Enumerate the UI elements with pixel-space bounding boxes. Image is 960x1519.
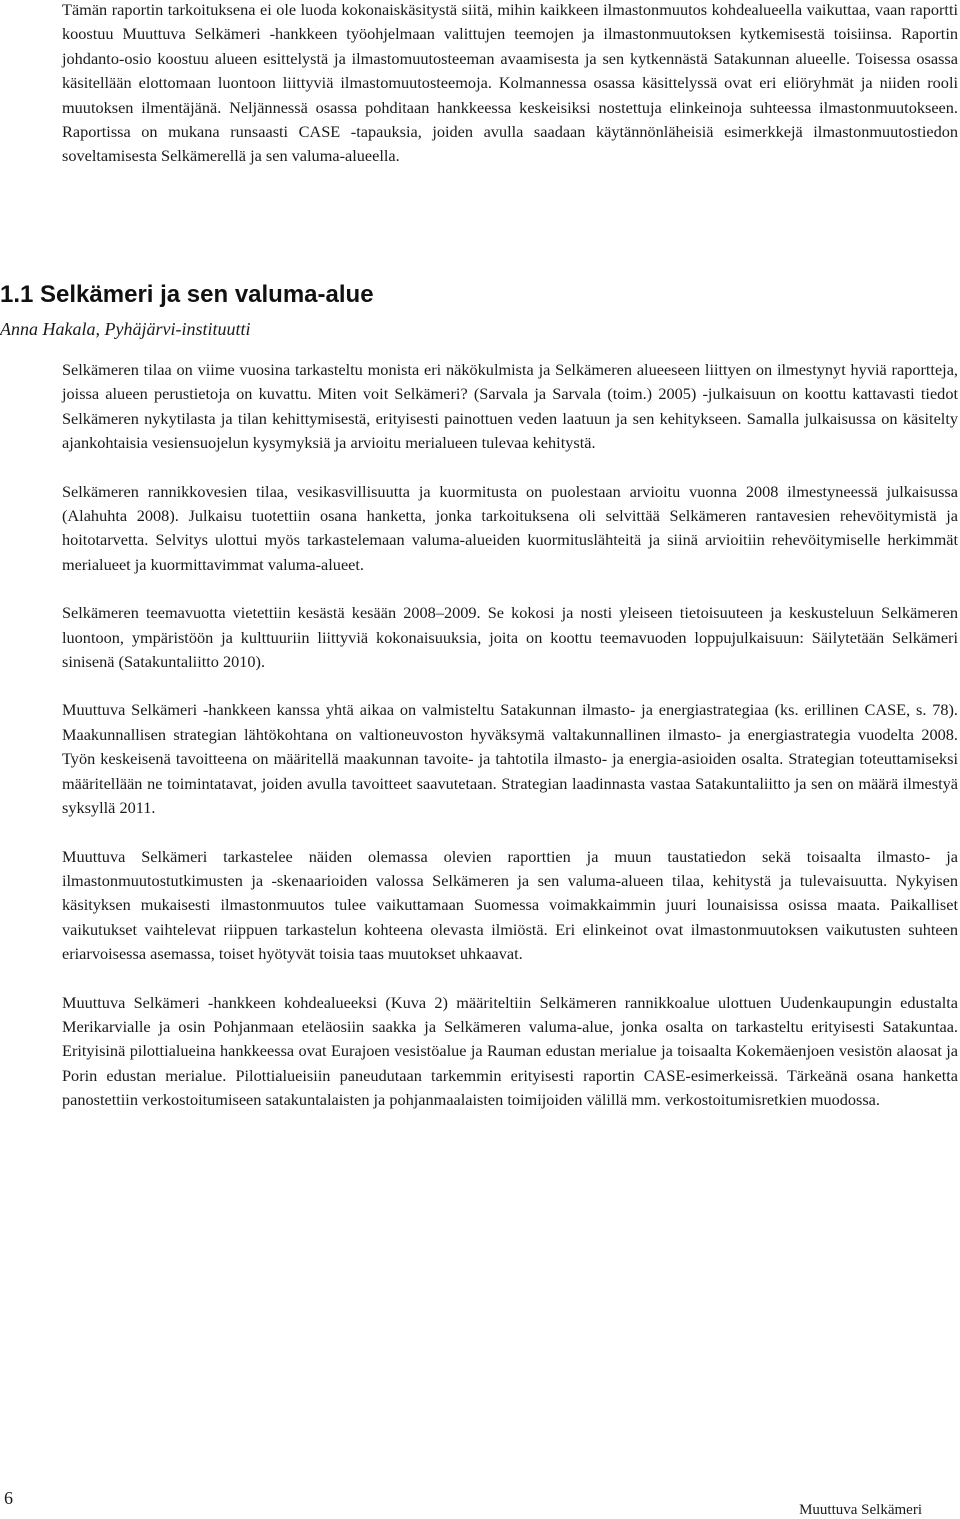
body-paragraph: Selkämeren tilaa on viime vuosina tarkasteltu monista eri näkökulmista ja Selkämeren alueeseen liittyen on ilmestynyt hyviä raportteja, joissa alueen perustietoja on kuvattu. Miten voit Selkämeri? (Sarvala ja Sarvala (toim.) 2005) -julkaisuun on koottu kattavasti tiedot Selkämeren nykytilasta ja tilan kehittymisestä, erityisesti painottuen veden laatuun ja sen kehitykseen. Samalla julkaisussa on käsitelty ajankohtaisia vesiensuojelun kysymyksiä ja arvioitu merialueen tulevaa kehitystä.	[62, 360, 958, 453]
body-paragraph: Muuttuva Selkämeri -hankkeen kohdealueeksi (Kuva 2) määriteltiin Selkämeren rannikkoalue ulottuen Uudenkaupungin edustalta Merikarvialle ja osin Pohjanmaan eteläosiin saakka ja Selkämeren valuma-alue, jonka osalta on tarkasteltu erityisesti Satakuntaa. Erityisinä pilottialueina hankkeessa ovat Eurajoen vesistöalue ja Rauman edustan merialue ja toisaalta Kokemäenjoen vesistön alaosat ja Porin edustan merialue. Pilottialueisiin paneudutaan tarkemmin erityisesti raportin CASE-esimerkeissä. Tärkeänä osana hanketta panostettiin verkostoitumiseen satakuntalaisten ja pohjanmaalaisten toimijoiden välillä mm. verkostoitumisretkien muodossa.	[62, 992, 958, 1110]
footer-title: Muuttuva Selkämeri	[799, 1502, 922, 1518]
body-paragraph: Selkämeren rannikkovesien tilaa, vesikasvillisuutta ja kuormitusta on puolestaan arvioitu vuonna 2008 ilmestyneessä julkaisussa (Alahuhta 2008). Julkaisu tuotettiin osana hanketta, jonka tarkoituksena oli selvittää Selkämeren rantavesien rehevöitymistä ja hoitotarvetta. Selvitys ulottui myös tarkastelemaan valuma-alueiden kuormituslähteitä ja siinä arvioitiin rehevöitymiselle herkimmät merialueet ja kuormittavimmat valuma-alueet.	[62, 481, 958, 574]
intro-paragraph: Tämän raportin tarkoituksena ei ole luoda kokonaiskäsitystä siitä, mihin kaikkeen ilmastonmuutos kohdealueella vaikuttaa, vaan raportti koostuu Muuttuva Selkämeri -hankkeen työohjelmaan valittujen teemojen ja ilmastonmuutoksen kytkemisestä toisiinsa. Raportin johdanto-osio koostuu alueen esittelystä ja ilmastomuutosteeman avaamisesta ja sen kytkennästä Satakunnan alueelle. Toisessa osassa käsitellään elottomaan luontoon liittyviä ilmastomuutosteemoja. Kolmannessa osassa käsittelyssä ovat eri eliöryhmät ja niiden rooli muutoksen ilmentäjänä. Neljännessä osassa pohditaan hankkeessa keskeisiksi nostettuja elinkeinoja suhteessa ilmastonmuutokseen. Raportissa on mukana runsaasti CASE -tapauksia, joiden avulla saadaan käytännönläheisiä esimerkkejä ilmastonmuutostiedon soveltamisesta Selkämerellä ja sen valuma-alueella.	[62, 0, 958, 166]
section-header	[0, 280, 960, 342]
body-paragraph: Muuttuva Selkämeri tarkastelee näiden olemassa olevien raporttien ja muun taustatiedon sekä toisaalta ilmasto- ja ilmastonmuutostutkimusten ja -skenaarioiden valossa Selkämeren ja sen valuma-alueen tilaa, kehitystä ja tulevaisuutta. Nykyisen käsityksen mukaisesti ilmastonmuutos tulee vaikuttamaan Suomessa voimakkaimmin juuri lounaisissa osissa maata. Paikalliset vaikutukset vaihtelevat riippuen tarkastelun kohteena olevasta ilmiöstä. Eri elinkeinot ovat ilmastonmuutoksen vaikutusten suhteen eriarvoisessa asemassa, toiset hyötyvät toisia taas muutokset uhkaavat.	[62, 846, 958, 964]
intro-section	[62, 0, 958, 169]
body-paragraph: Selkämeren teemavuotta vietettiin kesästä kesään 2008–2009. Se kokosi ja nosti yleiseen tietoisuuteen ja keskusteluun Selkämeren luontoon, ympäristöön ja kulttuuriin liittyviä kokonaisuuksia, joita on koottu teemavuoden loppujulkaisuun: Säilytetään Selkämeri sinisenä (Satakuntaliitto 2010).	[62, 603, 958, 672]
section-heading: 1.1 Selkämeri ja sen valuma-alue	[0, 281, 374, 308]
body-paragraph: Muuttuva Selkämeri -hankkeen kanssa yhtä aikaa on valmisteltu Satakunnan ilmasto- ja energiastrategiaa (ks. erillinen CASE, s. 78). Maakunnallisen strategian lähtökohtana on valtioneuvoston hyväksymä valtakunnallinen ilmasto- ja energiastrategia vuodelta 2008. Työn keskeisenä tavoitteena on määritellä maakunnan tavoite- ja tahtotila ilmasto- ja energia-asioiden osalta. Strategian toteuttamiseksi määritellään ne toimintatavat, joiden avulla tavoitteet saavutetaan. Strategian laadinnasta vastaa Satakuntaliitto ja sen on määrä ilmestyä syksyllä 2011.	[62, 700, 958, 818]
page-footer	[0, 1488, 960, 1519]
section-author: Anna Hakala, Pyhäjärvi-instituutti	[0, 319, 251, 339]
section-body	[62, 358, 958, 1137]
page-number: 6	[4, 1488, 13, 1508]
